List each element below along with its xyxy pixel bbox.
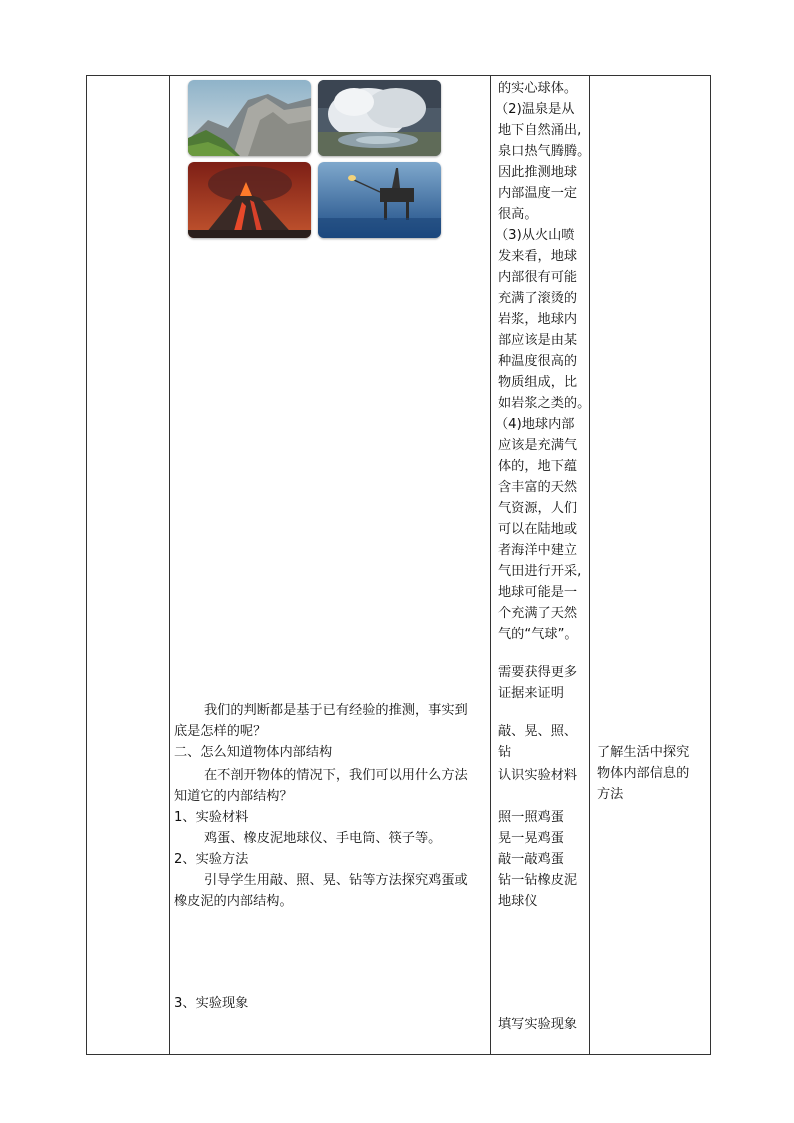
- question-line2: 知道它的内部结构？: [174, 789, 293, 804]
- method-line1: 引导学生用敲、照、晃、钻等方法探究鸡蛋或: [204, 873, 468, 888]
- student-text-line: 内部很有可能: [498, 270, 578, 285]
- lesson-plan-table: [86, 75, 711, 1055]
- action-drill-clay-globe: 地球仪: [498, 894, 538, 909]
- student-text-line: 很高。: [498, 207, 538, 222]
- methods-line2: 钻: [498, 745, 512, 760]
- student-text-line: 部应该是由某: [498, 333, 578, 348]
- student-text-line: 个充满了天然: [498, 606, 578, 621]
- student-text-line: 气资源，人们: [498, 501, 578, 516]
- student-text-line: 因此推测地球: [498, 165, 578, 180]
- student-text-line: 地下自然涌出,: [498, 123, 582, 138]
- student-text-line: 应该是充满气: [498, 438, 578, 453]
- student-text-line: 物质组成，比: [498, 375, 578, 390]
- student-text-line: 地球可能是一: [498, 585, 578, 600]
- student-text-line: 体的，地下蕴: [498, 459, 578, 474]
- action-shine-egg: 照一照鸡蛋: [498, 810, 564, 825]
- stage-cell: [87, 76, 170, 1055]
- student-text-line: 者海洋中建立: [498, 543, 578, 558]
- intent-line3: 方法: [597, 787, 624, 802]
- question-line1: 在不剖开物体的情况下，我们可以用什么方法: [204, 768, 468, 783]
- method-line2: 橡皮泥的内部结构。: [174, 894, 293, 909]
- student-activity-cell: [491, 76, 590, 1055]
- judgment-text-line2: 底是怎样的呢？: [174, 724, 267, 739]
- student-text-line: 含丰富的天然: [498, 480, 578, 495]
- student-text-line: 气田进行开采,: [498, 564, 582, 579]
- know-materials-text: 认识实验材料: [498, 768, 578, 783]
- mountain-photo: [188, 80, 311, 156]
- student-text-line: 的实心球体。: [498, 81, 578, 96]
- section2-title: 二、怎么知道物体内部结构: [174, 745, 333, 760]
- action-shake-egg: 晃一晃鸡蛋: [498, 831, 564, 846]
- student-text-line: （3)从火山喷: [495, 228, 575, 243]
- phenomenon-title: 3、实验现象: [174, 996, 249, 1011]
- materials-list: 鸡蛋、橡皮泥地球仪、手电筒、筷子等。: [204, 831, 442, 846]
- table-row: [87, 76, 711, 1055]
- action-drill-clay: 钻一钻橡皮泥: [498, 873, 578, 888]
- volcano-photo: [188, 162, 311, 238]
- student-text-line: 泉口热气腾腾。: [498, 144, 591, 159]
- methods-line1: 敲、晃、照、: [498, 724, 578, 739]
- geyser-photo: [318, 80, 441, 156]
- method-title: 2、实验方法: [174, 852, 249, 867]
- student-text-line: 如岩浆之类的。: [498, 396, 591, 411]
- photo-grid: [188, 80, 444, 242]
- student-text-line: 种温度很高的: [498, 354, 578, 369]
- teacher-activity-cell: [170, 76, 491, 1055]
- materials-title: 1、实验材料: [174, 810, 249, 825]
- student-text-line: 岩浆，地球内: [498, 312, 578, 327]
- judgment-text-line1: 我们的判断都是基于已有经验的推测，事实到: [204, 703, 468, 718]
- student-text-line: 气的“气球”。: [498, 627, 578, 642]
- evidence-line2: 证据来证明: [498, 686, 564, 701]
- student-text-line: 内部温度一定: [498, 186, 578, 201]
- student-text-line: 发来看，地球: [498, 249, 578, 264]
- student-text-line: （2)温泉是从: [495, 102, 575, 117]
- design-intent-cell: [590, 76, 711, 1055]
- action-knock-egg: 敲一敲鸡蛋: [498, 852, 564, 867]
- intent-line2: 物体内部信息的: [597, 766, 690, 781]
- oil-platform-photo: [318, 162, 441, 238]
- student-text-line: 充满了滚烫的: [498, 291, 578, 306]
- evidence-line1: 需要获得更多: [498, 665, 578, 680]
- student-text-line: 可以在陆地或: [498, 522, 578, 537]
- fill-phenomenon-text: 填写实验现象: [498, 1017, 578, 1032]
- student-text-line: （4)地球内部: [495, 417, 575, 432]
- intent-line1: 了解生活中探究: [597, 745, 690, 760]
